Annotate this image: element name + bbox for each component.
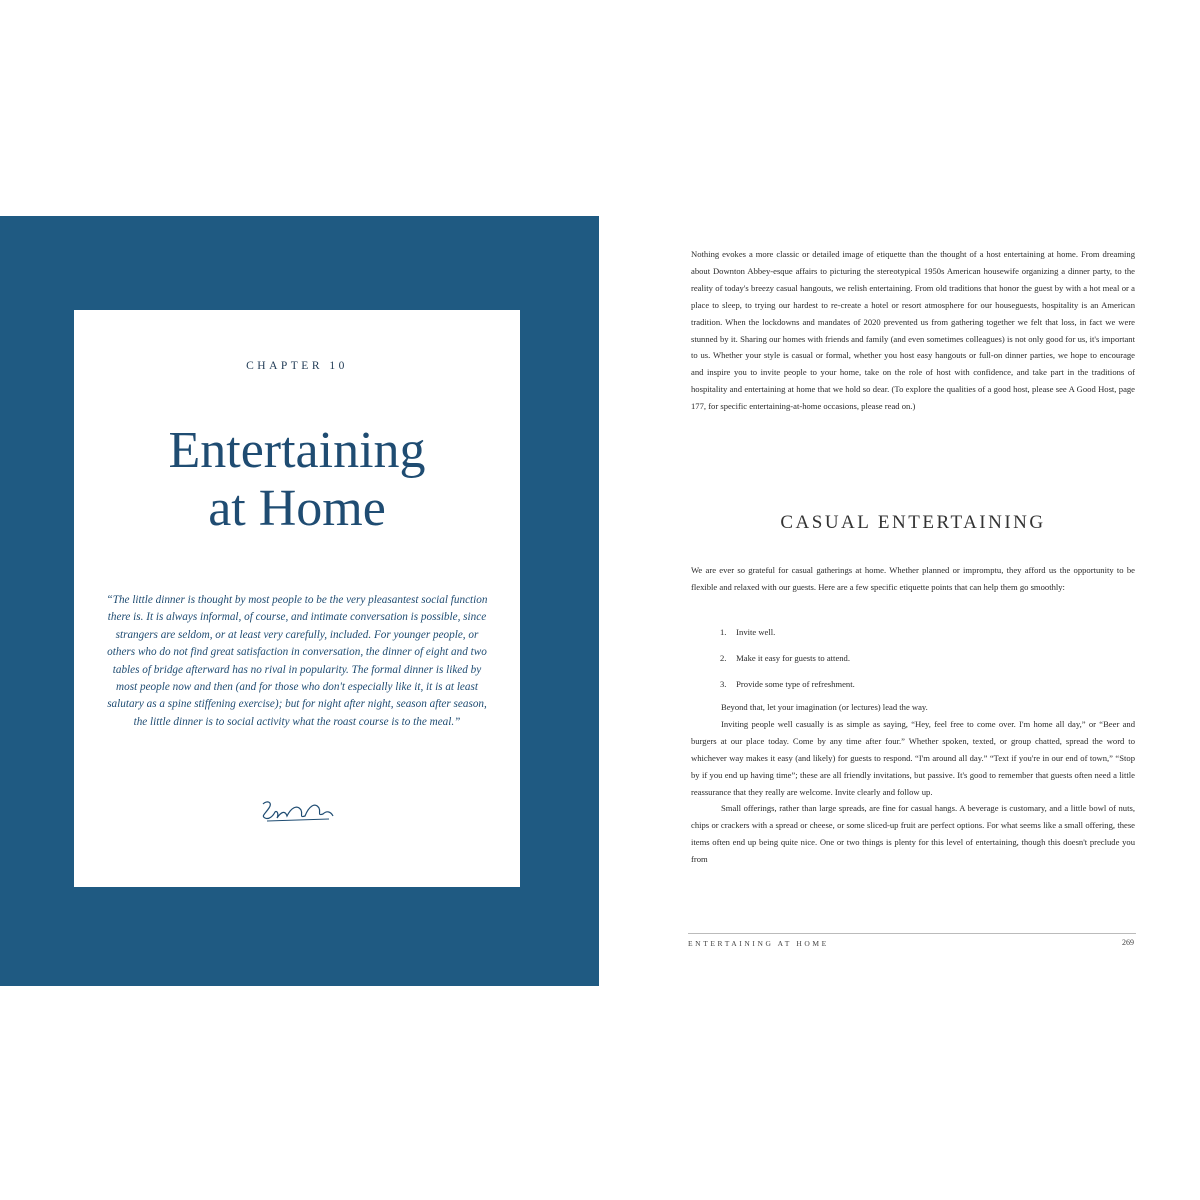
list-item: 3. Provide some type of refreshment. [720, 679, 855, 689]
chapter-title-line-2: at Home [208, 480, 386, 537]
body-paragraph: Beyond that, let your imagination (or lectures) lead the way. [721, 702, 928, 712]
page-number: 269 [1122, 938, 1134, 947]
list-item: 2. Make it easy for guests to attend. [720, 653, 850, 663]
epigraph-quote: “The little dinner is thought by most people to be the very pleasantest social function there is. It is always informal, of course, and intimate conversation is possible, since strangers are seldom, or at least very carefully, included. For younger people, or others who do not find great satisfaction in conversation, the dinner of eight and two tables of bridge afterward has no rival in popularity. The formal dinner is liked by most people now and then (and for those who don't especially like it, it is at least salutary as a spine stiffening exercise); but for night after night, season after season, the little dinner is to social activity what the roast course is to the meal.” [106, 594, 488, 728]
section-heading: CASUAL ENTERTAINING [780, 512, 1046, 533]
body-paragraph: Small offerings, rather than large spreads, are fine for casual hangs. A beverage is customary, and a little bowl of nuts, chips or crackers with a spread or cheese, or some sliced-up fruit are perfect options. For what seems like a small offering, these items often end up being quite nice. One or two things is plenty for this level of entertaining, though this doesn't preclude you from [691, 803, 1135, 865]
list-item: 1. Invite well. [720, 627, 776, 637]
text-page [600, 216, 1200, 986]
intro-paragraph: Nothing evokes a more classic or detailed image of etiquette than the thought of a host entertaining at home. From dreaming about Downton Abbey-esque affairs to picturing the stereotypical 1950s American housewife organizing a dinner party, to the reality of today's breezy casual hangouts, we relish entertaining. From old traditions that honor the guest by with a hot meal or a place to sleep, to trying our hardest to re-create a hotel or resort atmosphere for our houseguests, hospitality is an American tradition. When the lockdowns and mandates of 2020 prevented us from gathering together we felt that loss, in fact we were stunned by it. Sharing our homes with friends and family (and even sometimes colleagues) is not only good for us, it's important to us. Whether your style is casual or formal, whether you host easy hangouts or full-on dinner parties, we hope to encourage and inspire you to invite people to your home, take on the role of host with confidence, and take part in the traditions of hospitality and entertaining at home that we hold so dear. (To explore the qualities of a good host, please see A Good Host, page 177, for specific entertaining-at-home occasions, please read on.) [691, 249, 1135, 412]
chapter-opener-page [0, 216, 599, 986]
chapter-label: CHAPTER 10 [246, 360, 348, 372]
chapter-title-card [74, 310, 520, 887]
body-paragraph: Inviting people well casually is as simple as saying, “Hey, feel free to come over. I'm home all day,” or “Beer and burgers at our place today. Come by any time after four.” Whether spoken, texted, or group chatted, spread the word to whichever way makes it easy (and likely) for guests to respond. “I'm around all day.” “Text if you're in our end of town,” “Stop by if you end up having time”; these are all friendly invitations, but passive. It's good to remember that guests often need a little reassurance that they really are welcome. Invite clearly and follow up. [691, 718, 1135, 797]
chapter-title-line-1: Entertaining [168, 422, 426, 479]
emily-post-signature [257, 796, 337, 831]
casual-paragraph: We are ever so grateful for casual gatherings at home. Whether planned or impromptu, they afford us the opportunity to be flexible and relaxed with our guests. Here are a few specific etiquette points that can help them go smoothly: [691, 565, 1135, 592]
running-footer: ENTERTAINING AT HOME [688, 939, 829, 948]
etiquette-points-list [720, 619, 1100, 697]
footer-divider [688, 933, 1136, 934]
chapter-title [74, 422, 520, 538]
body-text [691, 699, 1135, 868]
